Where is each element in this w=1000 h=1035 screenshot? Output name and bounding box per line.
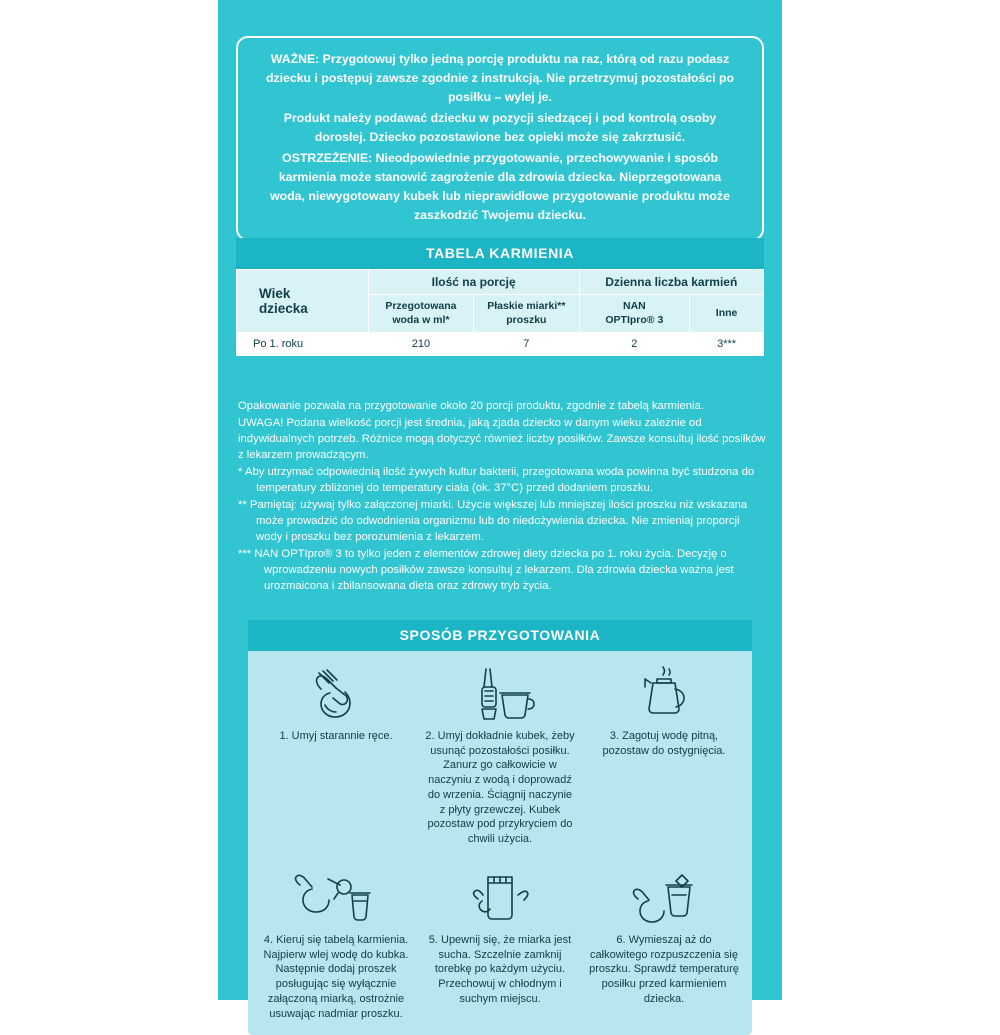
note-intro: Opakowanie pozwala na przygotowanie około 20 porcji produktu, zgodnie z tabelą karmienia. [238,400,704,412]
header-daily-group: Dzienna liczba karmień [579,270,763,295]
header-scoops-line2: proszku [506,313,547,326]
note-star-3: *** NAN OPTIpro® 3 to tylko jeden z elementów zdrowej diety dziecka po 1. roku życia. Decyzję o wprowadzeniu nowych posiłków zawsze konsultuj z lekarzem. Dla zdrowia dziecka ważna jest urozmaicona i zbilansowana dieta oraz zdrowy tryb życia. [238,548,734,593]
cell-nan: 2 [579,333,690,356]
warning-line-2: Produkt należy podawać dziecku w pozycji siedzącej i pod kontrolą osoby dorosłej. Dziecko pozostawione bez opieki może się zakrztusić. [283,111,717,145]
cup-brush-pot-icon [424,661,576,723]
header-water-line1: Przegotowana [385,300,457,312]
preparation-block [248,620,752,1035]
preparation-step-4-text: 4. Kieruj się tabelą karmienia. Najpierw wlej wodę do kubka. Następnie dodaj proszek posługując się wyłącznie załączoną miarką, ostrożnie usuwając nadmiar proszku. [263,933,409,1020]
feeding-table-block [236,238,764,356]
cell-age: Po 1. roku [237,333,369,356]
header-nan [579,295,690,333]
notes-block [238,398,766,595]
feeding-table [236,269,764,356]
header-nan-line2: OPTIpro® 3 [605,313,664,326]
cell-other: 3*** [690,333,764,356]
preparation-step-6 [582,865,746,1021]
preparation-step-6-text: 6. Wymieszaj aż do całkowitego rozpuszczenia się proszku. Sprawdź temperaturę posiłku przed karmieniem dziecka. [589,933,739,1005]
header-other: Inne [690,295,764,333]
preparation-step-1-text: 1. Umyj starannie ręce. [279,730,393,742]
header-water-line2: woda w ml* [392,313,450,326]
header-nan-line1: NAN [622,300,646,312]
header-age-line2: dziecka [259,301,308,317]
washing-hands-icon [260,661,412,723]
preparation-step-5-text: 5. Upewnij się, że miarka jest sucha. Szczelnie zamknij torebkę po każdym użyciu. Przechowuj w chłodnym i suchym miejscu. [428,933,572,1005]
header-age-line1: Wiek [259,286,291,302]
warning-box [236,36,764,241]
note-star-1: * Aby utrzymać odpowiednią ilość żywych kultur bakterii, przegotowana woda powinna być studzona do temperatury zbliżonej do temperatury ciała (ok. 37°C) przed dodaniem proszku. [238,466,755,495]
stir-cup-icon [588,865,740,927]
kettle-icon [588,661,740,723]
table-row [237,333,764,356]
preparation-step-2-text: 2. Umyj dokładnie kubek, żeby usunąć pozostałości posiłku. Zanurz go całkowicie w naczyniu z wodą i doprowadź do wrzenia. Ściągnij naczynie z płyty grzewczej. Kubek pozostaw pod przykryciem do chwili użycia. [425,730,575,846]
preparation-step-5 [418,865,582,1021]
preparation-title: SPOSÓB PRZYGOTOWANIA [248,620,752,651]
cell-water: 210 [368,333,473,356]
preparation-step-4 [254,865,418,1021]
preparation-steps-row-1 [248,651,752,847]
header-water [368,295,473,333]
header-scoops [474,295,579,333]
feeding-table-title: TABELA KARMIENIA [236,238,764,269]
preparation-step-3-text: 3. Zagotuj wodę pitną, pozostaw do ostygnięcia. [602,730,726,757]
table-header-row-1 [237,270,764,295]
header-scoops-line1: Płaskie miarki** [487,300,566,312]
header-age [237,270,369,333]
header-portion-group: Ilość na porcję [368,270,579,295]
cell-scoops: 7 [474,333,579,356]
scoop-cup-icon [260,865,412,927]
pouch-seal-icon [424,865,576,927]
preparation-step-3 [582,661,746,847]
preparation-step-2 [418,661,582,847]
warning-line-3: OSTRZEŻENIE: Nieodpowiednie przygotowanie, przechowywanie i sposób karmienia może stanowić zagrożenie dla zdrowia dziecka. Nieprzegotowana woda, niewygotowany kubek lub nieprawidłowe przygotowanie produktu może zaszkodzić Twojemu dziecku. [270,151,730,223]
warning-line-1: WAŻNE: Przygotowuj tylko jedną porcję produktu na raz, którą od razu podasz dziecku i postępuj zawsze zgodnie z instrukcją. Nie przetrzymuj pozostałości po posiłku – wylej je. [265,52,735,105]
note-star-2: ** Pamiętaj: używaj tylko załączonej miarki. Użycie większej lub mniejszej ilości proszku niż wskazana może prowadzić do odwodnienia organizmu lub do niedożywienia dziecka. Nie zmieniaj proporcji wody i proszku bez porozumienia z lekarzem. [238,499,748,544]
preparation-steps-row-2 [248,847,752,1021]
preparation-step-1 [254,661,418,847]
note-uwaga: UWAGA! Podana wielkość porcji jest średnia, jaką zjada dziecko w danym wieku zależnie od indywidualnych potrzeb. Różnice mogą dotyczyć również liczby posiłków. Zawsze konsultuj ilość posiłków z lekarzem prowadzącym. [238,417,766,462]
